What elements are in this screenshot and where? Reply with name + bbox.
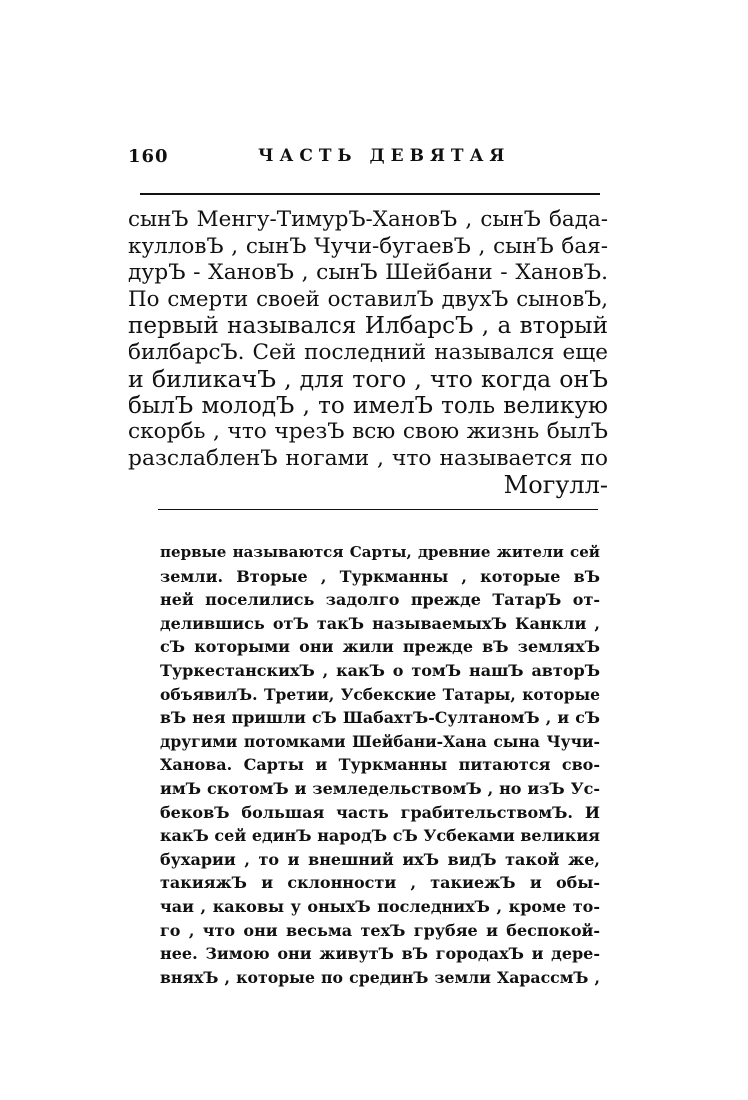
footnote-line: нее. Зимою они живутЪ вЪ городахЪ и дере- (160, 944, 600, 964)
footnote-line: ней поселились задолго прежде ТатарЪ от- (160, 590, 600, 610)
footnote-line: ТуркестанскихЪ , какЪ о томЪ нашЪ авторЪ (160, 660, 600, 680)
footnote-line: Ханова. Сарты и Туркманны питаются сво- (160, 755, 600, 775)
main-text-block (128, 207, 608, 499)
footnote-block (160, 541, 600, 989)
text-line: Могулл- (503, 471, 608, 499)
text-line: дурЪ - ХановЪ , сынЪ Шейбани - ХановЪ. (128, 260, 608, 285)
text-line: разслабленЪ ногами , что называется по (128, 445, 608, 471)
footnote-rule (158, 509, 598, 510)
text-line: былЪ молодЪ , то имелЪ толь великую (128, 392, 608, 419)
footnote-line: вняхЪ , которые по срединЪ земли ХарассмЪ , (160, 967, 600, 987)
footnote-line: какЪ сей единЪ народЪ сЪ Усбеками великия (160, 826, 600, 846)
footnote-line: другими потомками Шейбани-Хана сына Чучи- (160, 731, 600, 751)
footnote-line: такияжЪ и склонности , такиежЪ и обы- (160, 873, 600, 893)
text-line: По смерти своей оставилЪ двухЪ сыновЪ, (128, 286, 608, 312)
footnote-line: объявилЪ. Третии, Усбекские Татары, которые (160, 684, 600, 704)
text-line: скорбь , что чрезЪ всю свою жизнь былЪ (128, 419, 608, 444)
footnote-line: делившись отЪ такЪ называемыхЪ Канкли , (160, 613, 600, 633)
footnote-line: чаи , каковы у оныхЪ последнихЪ , кроме то- (160, 896, 600, 916)
footnote-line: го , что они весьма техЪ грубяе и беспокой- (160, 920, 600, 940)
footnote-line: земли. Вторые , Туркманны , которые вЪ (160, 566, 600, 586)
running-head: ЧАСТЬ ДЕВЯТАЯ (258, 146, 511, 166)
footnote-line: имЪ скотомЪ и земледельствомЪ , но изЪ Ус- (160, 778, 600, 798)
text-line: и биликачЪ , для того , что когда онЪ (128, 365, 608, 393)
page-header (128, 146, 618, 172)
footnote-line: сЪ которыми они жили прежде вЪ земляхЪ (160, 637, 600, 657)
text-line: первый назывался ИлбарсЪ , а вторый (128, 313, 608, 339)
text-line: билбарсЪ. Сей последний назывался еще (128, 339, 608, 365)
text-line: сынЪ Менгу-ТимурЪ-ХановЪ , сынЪ бада- (128, 207, 608, 232)
footnote-line: первые называются Сарты, древние жители сей (160, 543, 600, 561)
page-number: 160 (128, 146, 169, 167)
footnote-line: бековЪ большая часть грабительствомЪ. И (160, 802, 600, 822)
text-line: кулловЪ , сынЪ Чучи-бугаевЪ , сынЪ бая- (128, 233, 608, 259)
footnote-line: бухарии , то и внешний ихЪ видЪ такой же, (160, 849, 600, 869)
footnote-line: вЪ нея пришли сЪ ШабахтЪ-СултаномЪ , и сЪ (160, 708, 600, 728)
header-rule (140, 193, 600, 195)
